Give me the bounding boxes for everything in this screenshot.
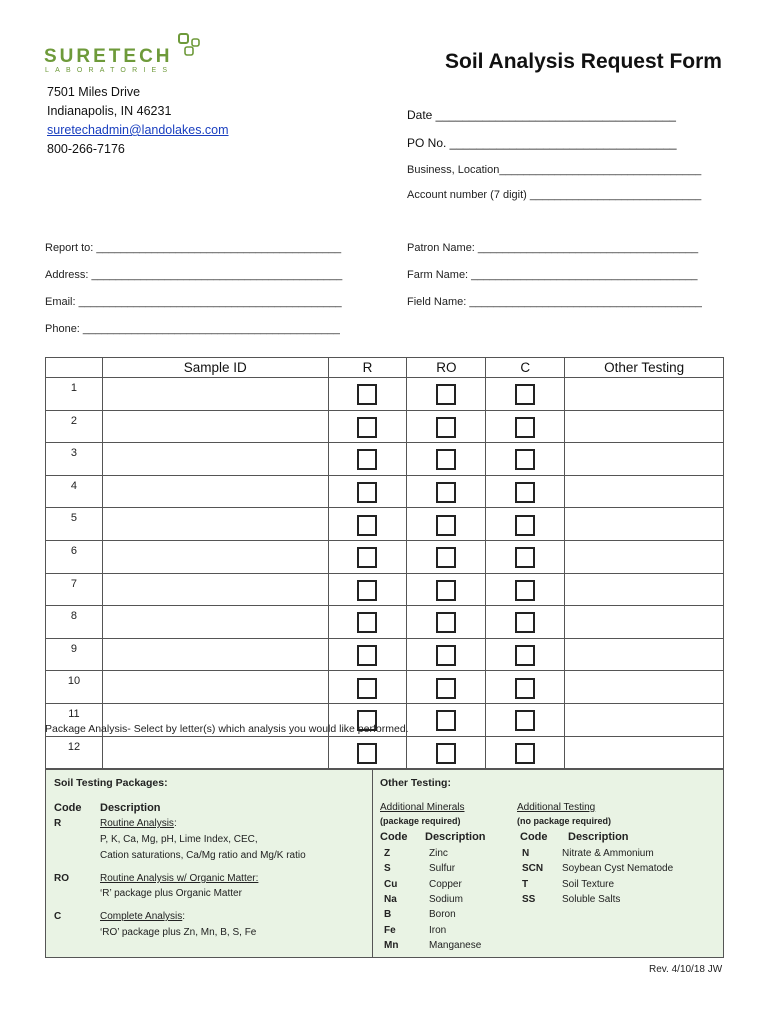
r-cell — [328, 443, 407, 476]
table-row — [46, 475, 724, 508]
mineral-code: Cu — [384, 878, 398, 890]
testing-code-header: Code — [520, 831, 548, 843]
c-cell — [486, 540, 565, 573]
c-checkbox[interactable] — [515, 417, 535, 438]
row-number: 2 — [46, 410, 103, 443]
ro-checkbox[interactable] — [436, 384, 456, 405]
r-cell — [328, 736, 407, 769]
field-name-field[interactable]: Field Name: ______________________________________ — [407, 296, 702, 308]
ro-checkbox[interactable] — [436, 678, 456, 699]
mineral-description: Copper — [429, 878, 462, 890]
ro-cell — [407, 573, 486, 606]
package-desc-c: ‘RO’ package plus Zn, Mn, B, S, Fe — [100, 927, 257, 938]
additional-minerals-title: Additional Minerals — [380, 802, 465, 813]
mineral-description: Sodium — [429, 893, 463, 905]
sample-id-cell[interactable] — [102, 573, 328, 606]
r-cell — [328, 508, 407, 541]
email-link[interactable]: suretechadmin@landolakes.com — [47, 123, 229, 137]
row-number: 5 — [46, 508, 103, 541]
sample-table — [45, 357, 724, 769]
testing-description: Soybean Cyst Nematode — [562, 863, 674, 875]
package-code-c: C — [54, 911, 62, 922]
c-checkbox[interactable] — [515, 612, 535, 633]
row-number: 6 — [46, 540, 103, 573]
other-testing-heading: Other Testing: — [380, 777, 451, 789]
other-testing-cell[interactable] — [565, 508, 724, 541]
testing-code: SS — [522, 893, 536, 905]
mineral-description: Manganese — [429, 939, 482, 951]
c-cell — [486, 606, 565, 639]
package-name-c: Complete Analysis: — [100, 911, 186, 922]
mineral-description: Boron — [429, 909, 456, 921]
header-c: C — [486, 358, 565, 378]
c-checkbox[interactable] — [515, 449, 535, 470]
ro-cell — [407, 378, 486, 411]
report-to-field[interactable]: Report to: ________________________________________ — [45, 242, 342, 254]
c-cell — [486, 443, 565, 476]
testing-code: T — [522, 878, 529, 890]
row-number: 4 — [46, 475, 103, 508]
page-title: Soil Analysis Request Form — [445, 50, 722, 73]
table-row — [46, 736, 724, 769]
c-checkbox[interactable] — [515, 645, 535, 666]
c-checkbox[interactable] — [515, 710, 535, 731]
patron-name-field[interactable]: Patron Name: ____________________________________ — [407, 242, 699, 254]
row-number: 10 — [46, 671, 103, 704]
r-checkbox[interactable] — [357, 384, 377, 405]
packages-heading: Soil Testing Packages: — [54, 777, 168, 789]
ro-cell — [407, 703, 486, 736]
header-ro: RO — [407, 358, 486, 378]
sample-id-cell[interactable] — [102, 736, 328, 769]
row-number: 9 — [46, 638, 103, 671]
r-cell — [328, 410, 407, 443]
package-name-ro: Routine Analysis w/ Organic Matter: — [100, 873, 259, 884]
r-cell — [328, 671, 407, 704]
r-checkbox[interactable] — [357, 547, 377, 568]
table-row — [46, 443, 724, 476]
ro-checkbox[interactable] — [436, 743, 456, 764]
po-field[interactable]: PO No. __________________________________ — [407, 136, 677, 150]
other-testing-cell[interactable] — [565, 540, 724, 573]
testing-code: N — [522, 848, 530, 859]
other-testing-cell[interactable] — [565, 443, 724, 476]
r-checkbox[interactable] — [357, 645, 377, 666]
package-desc-r-line2: Cation saturations, Ca/Mg ratio and Mg/K ratio — [100, 850, 306, 861]
other-testing-cell[interactable] — [565, 703, 724, 736]
packages-description-header: Description — [100, 802, 161, 814]
ro-checkbox[interactable] — [436, 449, 456, 470]
ro-cell — [407, 638, 486, 671]
other-testing-cell[interactable] — [565, 475, 724, 508]
mineral-code: B — [384, 909, 392, 921]
ro-checkbox[interactable] — [436, 482, 456, 503]
mineral-description: Sulfur — [429, 863, 456, 875]
c-cell — [486, 475, 565, 508]
testing-description: Soluble Salts — [562, 893, 621, 905]
c-checkbox[interactable] — [515, 678, 535, 699]
row-number: 1 — [46, 378, 103, 411]
testing-description-header: Description — [568, 831, 629, 843]
mineral-code: Na — [384, 893, 397, 905]
mineral-code: Fe — [384, 924, 396, 936]
sample-id-cell[interactable] — [102, 508, 328, 541]
c-cell — [486, 410, 565, 443]
c-checkbox[interactable] — [515, 743, 535, 764]
ro-cell — [407, 443, 486, 476]
ro-checkbox[interactable] — [436, 580, 456, 601]
c-cell — [486, 508, 565, 541]
table-row — [46, 573, 724, 606]
packages-code-header: Code — [54, 802, 82, 814]
package-note: Package Analysis- Select by letter(s) which analysis you would like performed. — [45, 723, 409, 735]
additional-testing-note: (no package required) — [517, 816, 612, 826]
header-r: R — [328, 358, 407, 378]
header-sample-id: Sample ID — [102, 358, 328, 378]
mineral-code: S — [384, 863, 391, 875]
address-field[interactable]: Address: _________________________________________ — [45, 269, 343, 281]
r-checkbox[interactable] — [357, 417, 377, 438]
table-row — [46, 508, 724, 541]
ro-cell — [407, 736, 486, 769]
mineral-code: Z — [384, 848, 391, 859]
additional-testing-title: Additional Testing — [517, 802, 596, 813]
c-cell — [486, 671, 565, 704]
c-cell — [486, 736, 565, 769]
other-testing-cell[interactable] — [565, 638, 724, 671]
r-checkbox[interactable] — [357, 678, 377, 699]
r-checkbox[interactable] — [357, 580, 377, 601]
minerals-code-header: Code — [380, 831, 408, 843]
c-checkbox[interactable] — [515, 384, 535, 405]
r-checkbox[interactable] — [357, 482, 377, 503]
table-header-row — [46, 358, 724, 378]
other-testing-cell[interactable] — [565, 736, 724, 769]
other-testing-cell[interactable] — [565, 410, 724, 443]
mineral-description: Iron — [429, 924, 447, 936]
package-name-r: Routine Analysis: — [100, 818, 177, 829]
ro-cell — [407, 475, 486, 508]
r-cell — [328, 475, 407, 508]
ro-checkbox[interactable] — [436, 547, 456, 568]
header-other-testing: Other Testing — [565, 358, 724, 378]
logo-mark-icon — [178, 33, 204, 59]
header-row-number — [46, 358, 103, 378]
r-checkbox[interactable] — [357, 612, 377, 633]
company-logo-subtext: LABORATORIES — [45, 67, 174, 74]
account-number-field[interactable]: Account number (7 digit) ____________________________ — [407, 189, 702, 201]
package-desc-ro: ‘R’ package plus Organic Matter — [100, 888, 242, 899]
sample-id-cell[interactable] — [102, 540, 328, 573]
testing-description: Nitrate & Ammonium — [562, 848, 654, 859]
address-street: 7501 Miles Drive — [47, 85, 141, 99]
c-cell — [486, 573, 565, 606]
company-logo-text: SURETECH — [44, 46, 173, 67]
additional-minerals-note: (package required) — [380, 816, 461, 826]
mineral-code: Mn — [384, 939, 399, 951]
c-cell — [486, 638, 565, 671]
ro-cell — [407, 540, 486, 573]
minerals-description-header: Description — [425, 831, 486, 843]
r-cell — [328, 638, 407, 671]
other-testing-cell[interactable] — [565, 573, 724, 606]
r-cell — [328, 606, 407, 639]
ro-checkbox[interactable] — [436, 417, 456, 438]
email-field[interactable]: Email: ___________________________________________ — [45, 296, 342, 308]
ro-checkbox[interactable] — [436, 515, 456, 536]
c-checkbox[interactable] — [515, 482, 535, 503]
package-desc-r-line1: P, K, Ca, Mg, pH, Lime Index, CEC, — [100, 834, 258, 845]
revision-label: Rev. 4/10/18 JW — [649, 964, 723, 975]
c-checkbox[interactable] — [515, 515, 535, 536]
phone-field[interactable]: Phone: __________________________________________ — [45, 323, 340, 335]
table-row — [46, 671, 724, 704]
sample-id-cell[interactable] — [102, 638, 328, 671]
ro-cell — [407, 606, 486, 639]
business-location-field[interactable]: Business, Location_________________________________ — [407, 164, 702, 176]
other-testing-cell[interactable] — [565, 378, 724, 411]
other-testing-cell[interactable] — [565, 606, 724, 639]
testing-code: SCN — [522, 863, 544, 875]
ro-checkbox[interactable] — [436, 612, 456, 633]
c-checkbox[interactable] — [515, 580, 535, 601]
c-checkbox[interactable] — [515, 547, 535, 568]
table-row — [46, 410, 724, 443]
mineral-description: Zinc — [429, 848, 448, 859]
farm-name-field[interactable]: Farm Name: _____________________________________ — [407, 269, 698, 281]
sample-id-cell[interactable] — [102, 606, 328, 639]
address-city: Indianapolis, IN 46231 — [47, 104, 172, 118]
r-cell — [328, 540, 407, 573]
other-testing-cell[interactable] — [565, 671, 724, 704]
sample-id-cell[interactable] — [102, 378, 328, 411]
ro-checkbox[interactable] — [436, 645, 456, 666]
row-number: 8 — [46, 606, 103, 639]
ro-cell — [407, 671, 486, 704]
row-number: 12 — [46, 736, 103, 769]
ro-checkbox[interactable] — [436, 710, 456, 731]
sample-id-cell[interactable] — [102, 410, 328, 443]
sample-id-cell[interactable] — [102, 671, 328, 704]
row-number: 7 — [46, 573, 103, 606]
r-checkbox[interactable] — [357, 743, 377, 764]
address-phone: 800-266-7176 — [47, 142, 125, 156]
sample-id-cell[interactable] — [102, 443, 328, 476]
table-row — [46, 606, 724, 639]
row-number: 3 — [46, 443, 103, 476]
package-code-r: R — [54, 818, 62, 829]
ro-cell — [407, 508, 486, 541]
c-cell — [486, 378, 565, 411]
r-checkbox[interactable] — [357, 449, 377, 470]
r-checkbox[interactable] — [357, 515, 377, 536]
c-cell — [486, 703, 565, 736]
testing-description: Soil Texture — [562, 878, 615, 890]
packages-divider — [372, 769, 373, 958]
date-field[interactable]: Date ____________________________________ — [407, 108, 676, 122]
row-number: 11 — [46, 703, 103, 736]
r-cell — [328, 573, 407, 606]
sample-id-cell[interactable] — [102, 475, 328, 508]
table-row — [46, 540, 724, 573]
table-row — [46, 378, 724, 411]
r-cell — [328, 378, 407, 411]
ro-cell — [407, 410, 486, 443]
package-code-ro: RO — [54, 873, 69, 884]
table-row — [46, 638, 724, 671]
